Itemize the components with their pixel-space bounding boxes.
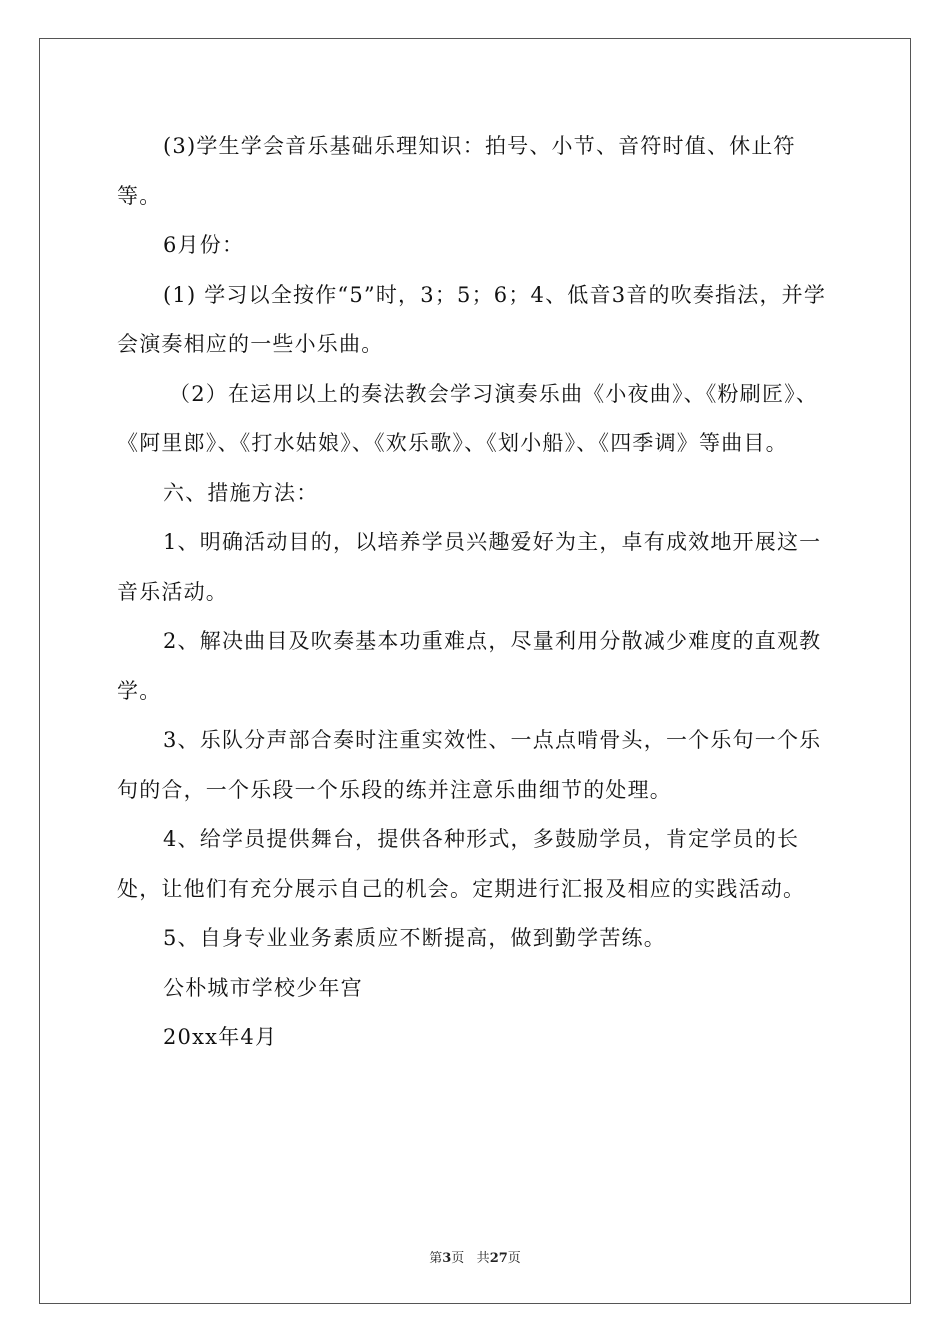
paragraph-june-heading: 6月份： bbox=[163, 233, 245, 257]
total-suffix: 页 bbox=[507, 1251, 521, 1266]
measure-item-3: 3、乐队分声部合奏时注重实效性、一点点啃骨头，一个乐句一个乐句的合，一个乐段一个乐段的练并注意乐曲细节的处理。 bbox=[117, 728, 822, 802]
signature-date: 20xx年4月 bbox=[163, 1025, 278, 1049]
measure-item-5: 5、自身专业业务素质应不断提高，做到勤学苦练。 bbox=[163, 926, 666, 950]
measure-item-1: 1、明确活动目的，以培养学员兴趣爱好为主，卓有成效地开展这一音乐活动。 bbox=[117, 530, 822, 604]
signature-organization: 公朴城市学校少年宫 bbox=[163, 975, 363, 1000]
total-pages: 27 bbox=[489, 1251, 508, 1266]
total-prefix: 共 bbox=[476, 1251, 490, 1266]
page-suffix: 页 bbox=[451, 1251, 465, 1266]
section-heading-measures: 六、措施方法： bbox=[163, 480, 319, 505]
page-prefix: 第 bbox=[429, 1251, 443, 1266]
page-footer bbox=[0, 1247, 950, 1266]
paragraph-repertoire: （2）在运用以上的奏法教会学习演奏乐曲《小夜曲》、《粉刷匠》、《阿里郎》、《打水姑娘》、《欢乐歌》、《划小船》、《四季调》等曲目。 bbox=[117, 381, 819, 455]
paragraph-music-theory: (3)学生学会音乐基础乐理知识：拍号、小节、音符时值、休止符等。 bbox=[117, 134, 796, 208]
measure-item-2: 2、解决曲目及吹奏基本功重难点，尽量利用分散减少难度的直观教学。 bbox=[117, 629, 822, 703]
measure-item-4: 4、给学员提供舞台，提供各种形式，多鼓励学员，肯定学员的长处，让他们有充分展示自己的机会。定期进行汇报及相应的实践活动。 bbox=[117, 827, 806, 901]
paragraph-fingering: (1) 学习以全按作“5”时，3；5；6；4、低音3音的吹奏指法，并学会演奏相应的一些小乐曲。 bbox=[117, 282, 827, 356]
page-number: 3 bbox=[442, 1251, 452, 1266]
document-body bbox=[117, 122, 839, 1063]
